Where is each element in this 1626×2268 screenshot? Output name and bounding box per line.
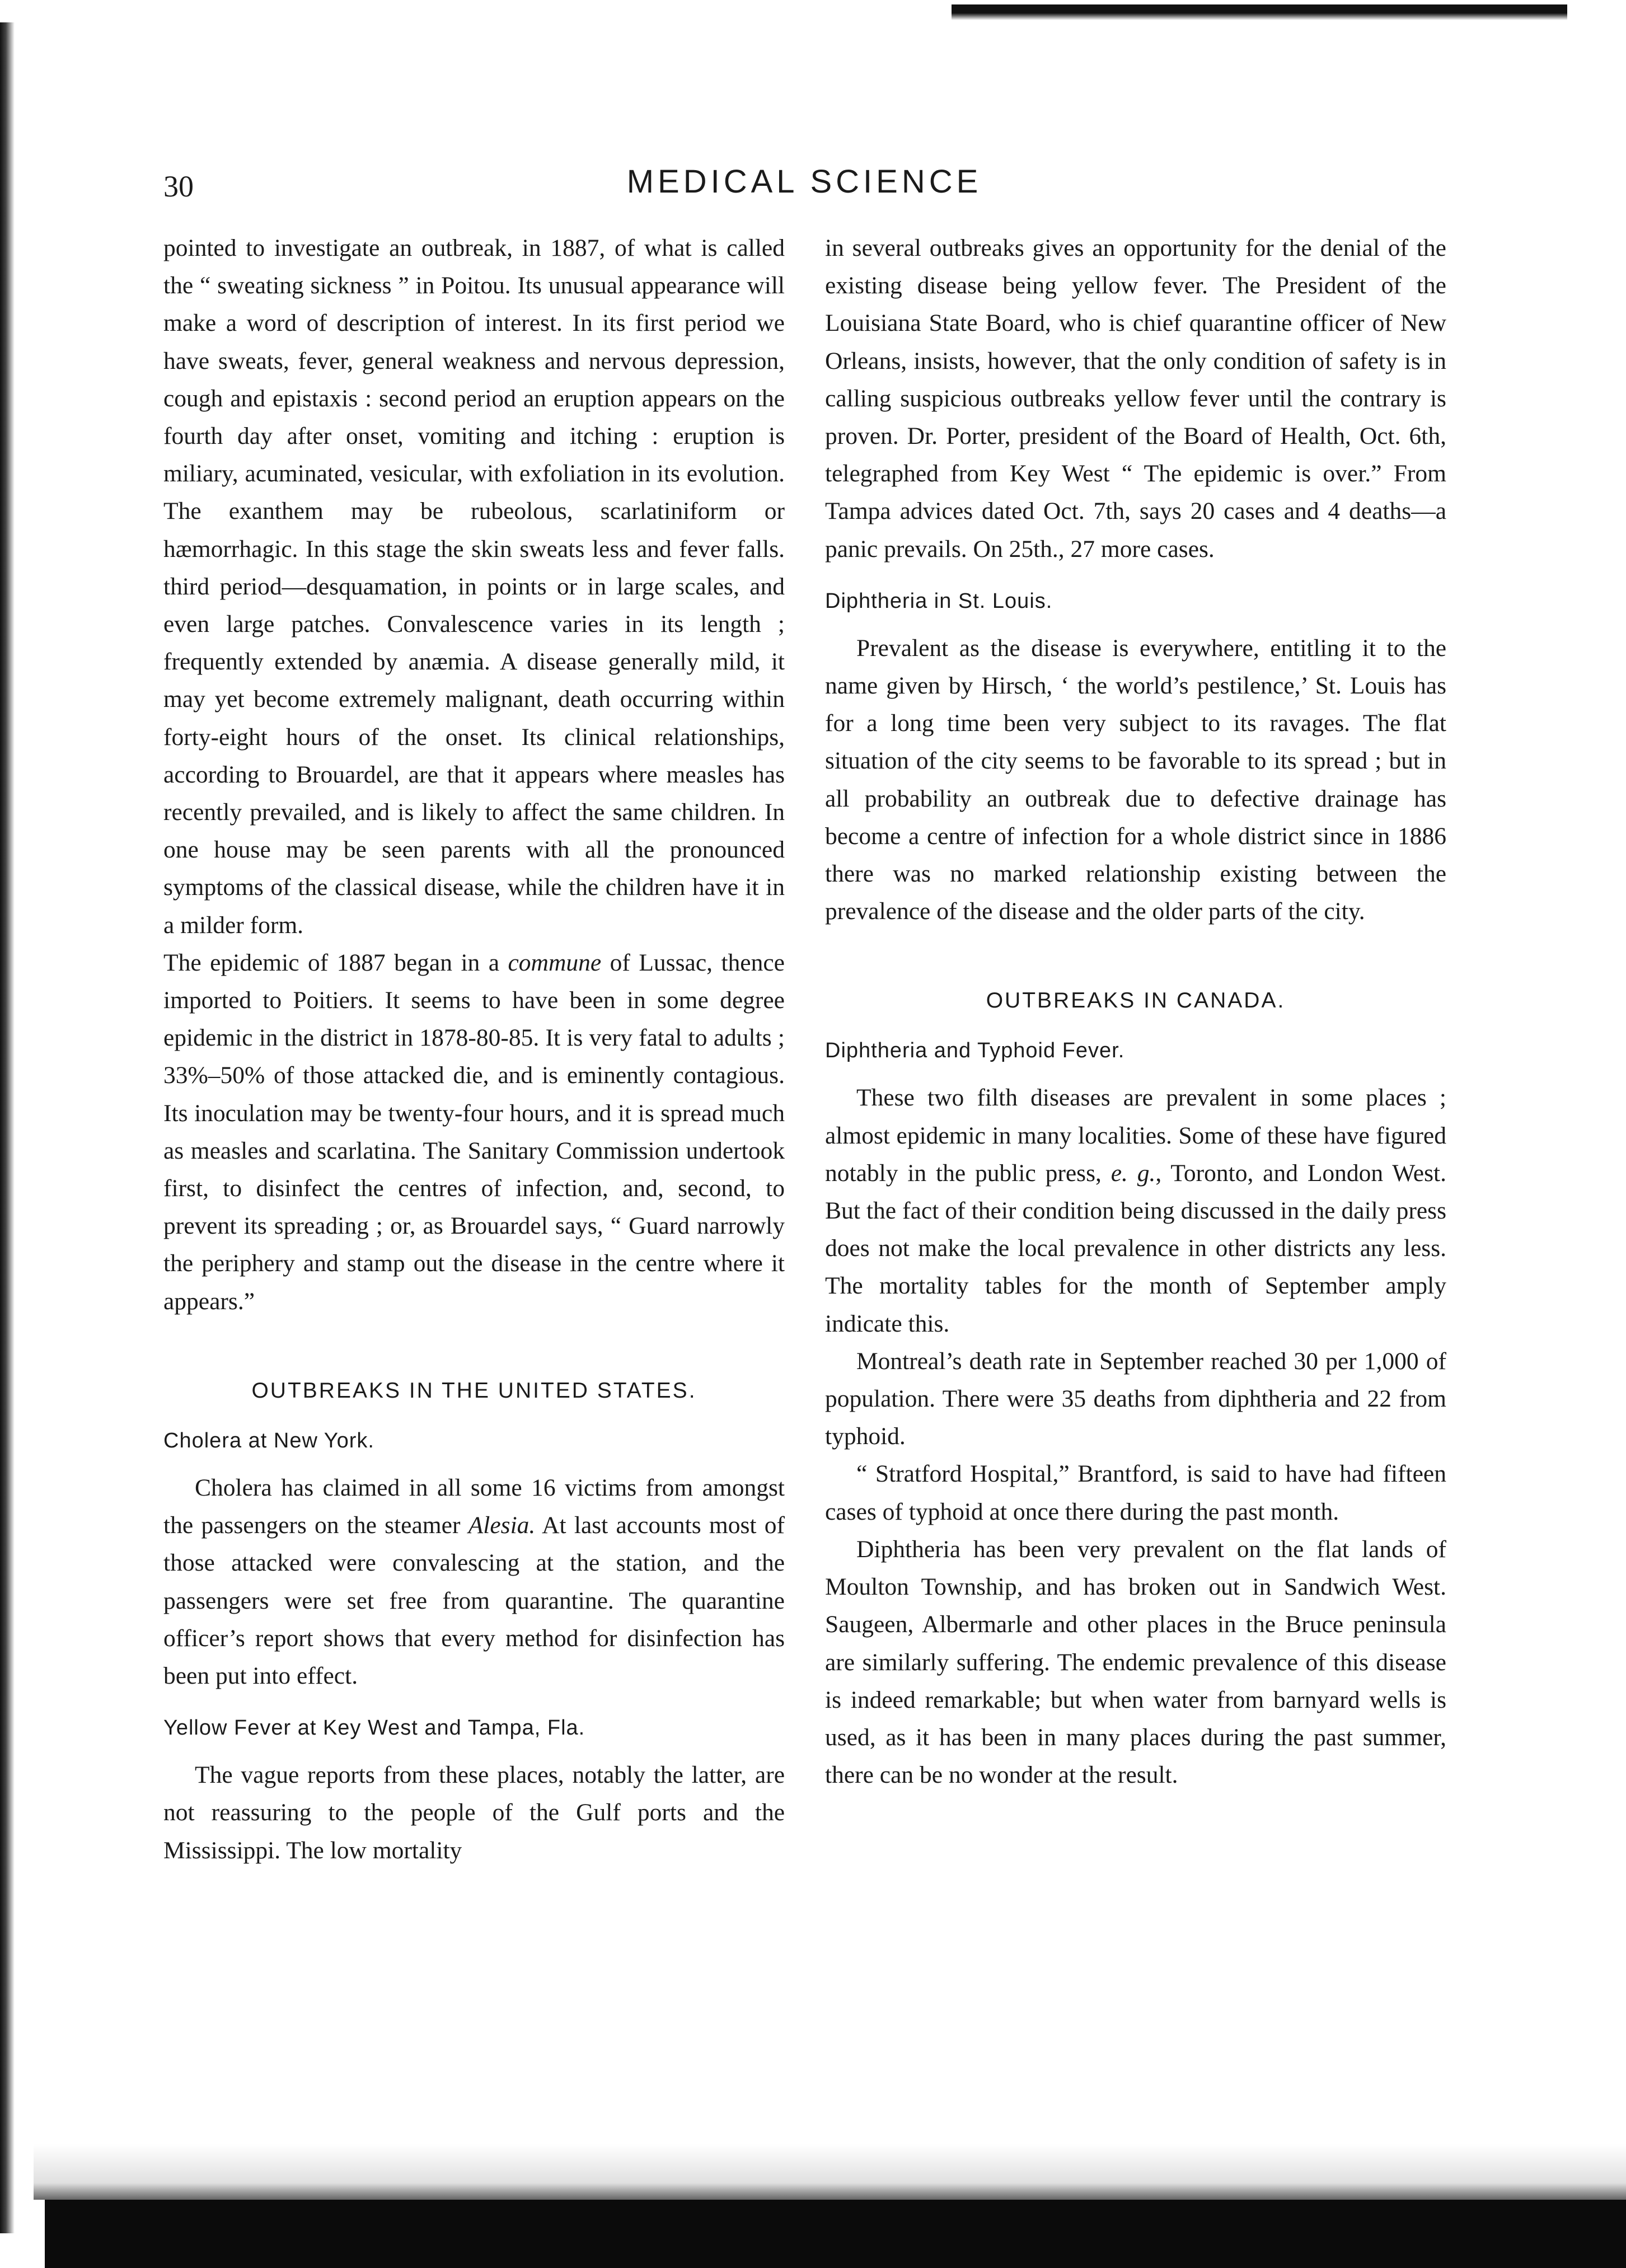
text-run: At last accounts most of those attacked were convalescing at the station, and the passengers were set free from quarantine. The quarantine officer’s report shows that every method for disinfection has been put into effect. — [163, 1512, 785, 1689]
epidemic-1887-paragraph — [163, 944, 785, 1320]
text-run: Cholera has claimed in all some 16 victims from amongst the passengers on the steamer — [163, 1474, 785, 1539]
section-title-canada: OUTBREAKS IN CANADA. — [986, 988, 1286, 1013]
scan-edge-bottom — [45, 2200, 1626, 2268]
moulton-paragraph: Diphtheria has been very prevalent on the flat lands of Moulton Township, and has broken out in Sandwich West. Saugeen, Albermarle and other places in the Bruce peninsula are similarly suffering. The endemic prevalence of this disease is indeed remarkable; but when water from barnyard wells is used, as it has been in many places during the past summer, there can be no wonder at the result. — [825, 1535, 1446, 1789]
text-run: , Toronto, and London West. But the fact of their condition being discussed in the daily press does not make the local prevalence in other districts any less. The mortality tables for the month of September amply indicate this. — [825, 1159, 1447, 1337]
subheading-yellow-fever: Yellow Fever at Key West and Tampa, Fla. — [163, 1716, 585, 1740]
section-title-united-states: OUTBREAKS IN THE UNITED STATES. — [251, 1378, 697, 1403]
text-run: These two filth diseases are prevalent in some places ; almost epidemic in many localities. Some of these have figured notably in the public press, — [825, 1084, 1446, 1187]
sweating-sickness-paragraph: pointed to investigate an outbreak, in 1887, of what is called the “ sweating sickness ” in Poitou. Its unusual appearance will make a word of description of interest. In its first period we have sweats, fever, general weakness and nervous depression, cough and epistaxis : second period an eruption appears on the fourth day after onset, vomiting and itching : eruption is miliary, acuminated, vesicular, with exfoliation in its evolution. The exanthem may be rubeolous, scarlatiniform or hæmorrhagic. In this stage the skin sweats less and fever falls. third period—desquamation, in points or in large scales, and even large patches. Convalescence varies in its length ; frequently extended by anæmia. A disease generally mild, it may yet become extremely malignant, death occurring within forty-eight hours of the onset. Its clinical relationships, according to Brouardel, are that it appears where measles has recently prevailed, and is likely to affect the same children. In one house may be seen parents with all the pronounced symptoms of the classical disease, while the children have it in a milder form. — [163, 235, 785, 939]
subheading-diphtheria-st-louis: Diphtheria in St. Louis. — [825, 589, 1053, 613]
page-number: 30 — [163, 170, 194, 203]
left-column — [163, 229, 785, 1869]
italic-term: commune — [508, 949, 602, 976]
italic-ship-name: Alesia. — [468, 1512, 536, 1539]
subheading-diphtheria-typhoid: Diphtheria and Typhoid Fever. — [825, 1039, 1125, 1063]
yellow-fever-paragraph: The vague reports from these places, notably the latter, are not reassuring to the people of the Gulf ports and the Mississippi. The low mortality — [163, 1761, 785, 1864]
subheading-cholera: Cholera at New York. — [163, 1428, 374, 1452]
cholera-paragraph — [163, 1469, 785, 1695]
page-header — [158, 162, 1451, 207]
italic-abbreviation: e. g. — [1110, 1159, 1156, 1187]
stratford-paragraph: “ Stratford Hospital,” Brantford, is said to have had fifteen cases of typhoid at once there during the past month. — [825, 1460, 1446, 1525]
running-title: MEDICAL SCIENCE — [626, 163, 982, 200]
filth-diseases-paragraph — [825, 1079, 1446, 1342]
text-run: The epidemic of 1887 began in a — [163, 949, 508, 976]
diphtheria-st-louis-paragraph: Prevalent as the disease is everywhere, entitling it to the name given by Hirsch, ‘ the world’s pestilence,’ St. Louis has for a long time been very subject to its ravages. The flat situation of the city seems to be favorable to its spread ; but in all probability an outbreak due to defective drainage has become a centre of infection for a whole district since in 1886 there was no marked relationship existing between the prevalence of the disease and the older parts of the city. — [825, 634, 1446, 925]
scan-shadow-bottom — [34, 2144, 1626, 2200]
yellow-fever-continued-paragraph: in several outbreaks gives an opportunity for the denial of the existing disease being yellow fever. The President of the Louisiana State Board, who is chief quarantine officer of New Orleans, insists, however, that the only condition of safety is in calling suspicious outbreaks yellow fever until the contrary is proven. Dr. Porter, president of the Board of Health, Oct. 6th, telegraphed from Key West “ The epidemic is over.” From Tampa advices dated Oct. 7th, says 20 cases and 4 deaths—a panic prevails. On 25th., 27 more cases. — [825, 235, 1446, 563]
right-column — [825, 229, 1446, 1794]
montreal-paragraph: Montreal’s death rate in September reached 30 per 1,000 of population. There were 35 deaths from diphtheria and 22 from typhoid. — [825, 1347, 1446, 1450]
scan-edge-left — [0, 22, 15, 2233]
scan-edge-top — [952, 4, 1567, 20]
text-run: of Lussac, thence imported to Poitiers. It seems to have been in some degree epidemic in the district in 1878-80-85. It is very fatal to adults ; 33%–50% of those attacked die, and is eminently contagious. Its inoculation may be twenty-four hours, and it is spread much as measles and scarlatina. The Sanitary Commission undertook first, to disinfect the centres of infection, and, second, to prevent its spreading ; or, as Brouardel says, “ Guard narrowly the periphery and stamp out the disease in the centre where it appears.” — [163, 949, 785, 1315]
